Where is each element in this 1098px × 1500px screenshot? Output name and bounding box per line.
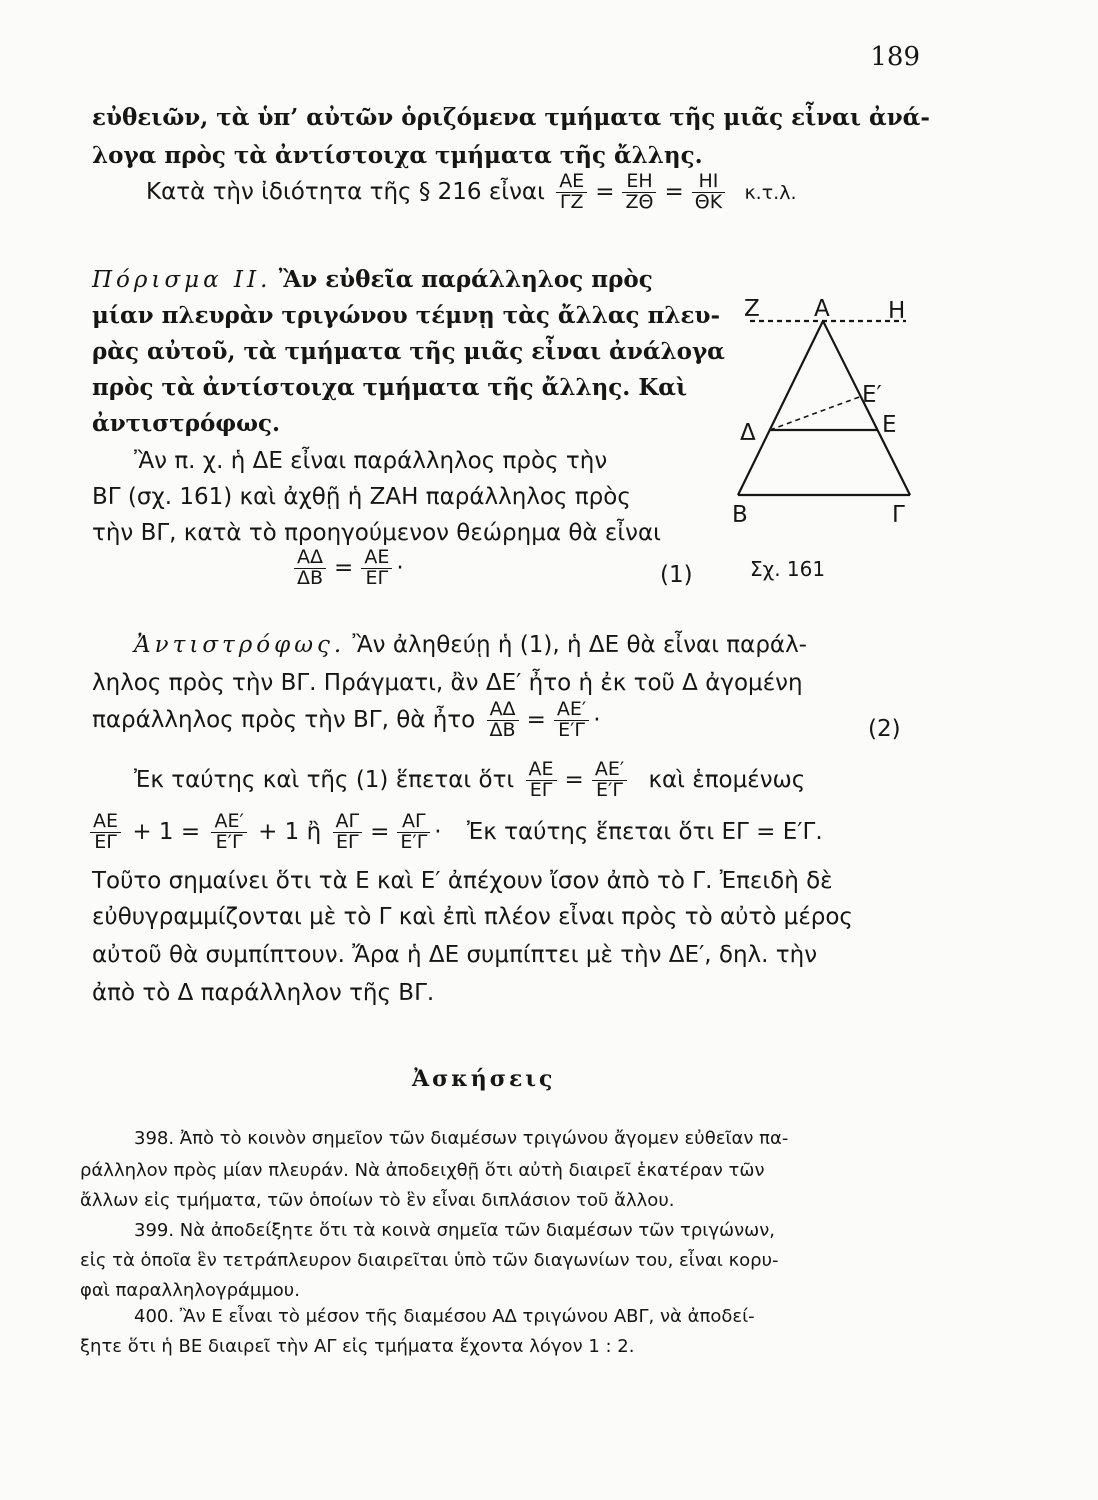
- text-line: πρὸς τὰ ἀντίστοιχα τμήματα τῆς ἄλλης. Καὶ: [92, 374, 688, 401]
- fraction: [526, 760, 557, 801]
- text-fragment: + 1 =: [132, 818, 201, 845]
- text-line-equation: [86, 812, 823, 853]
- denominator: ΔΒ: [297, 566, 324, 589]
- label-z: Ζ: [744, 296, 760, 322]
- fraction: [554, 700, 589, 741]
- exercise-398-line: ράλληλον πρὸς μίαν πλευράν. Νὰ ἀποδειχθῇ ὅτι αὐτὴ διαιρεῖ ἑκατέραν τῶν: [80, 1160, 765, 1181]
- text-fragment: Κατὰ τὴν ἰδιότητα τῆς § 216 εἶναι: [146, 178, 545, 205]
- fraction: [211, 812, 246, 853]
- converse-label: Ἀντιστρόφως.: [134, 632, 346, 658]
- label-h: Η: [888, 298, 906, 324]
- label-delta: Δ: [740, 420, 756, 446]
- text-fragment: καὶ ἑπομένως: [648, 766, 806, 793]
- text-line: Τοῦτο σημαίνει ὅτι τὰ Ε καὶ Ε′ ἀπέχουν ἴσον ἀπὸ τὸ Γ. Ἐπειδὴ δὲ: [92, 868, 833, 894]
- equals-sign: =: [564, 766, 584, 793]
- text-fragment: κ.τ.λ.: [744, 181, 797, 204]
- equation-1-label: (1): [660, 562, 693, 588]
- fraction: [556, 172, 587, 213]
- text-line: εὐθειῶν, τὰ ὑπ’ αὐτῶν ὁριζόμενα τμήματα τῆς μιᾶς εἶναι ἀνά-: [92, 104, 930, 131]
- text-fragment: Ἂν ἀληθεύῃ ἡ (1), ἡ ΔΕ θὰ εἶναι παράλ-: [352, 632, 807, 658]
- text-line: εὐθυγραμμίζονται μὲ τὸ Γ καὶ ἐπὶ πλέον εἶναι πρὸς τὸ αὐτὸ μέρος: [92, 904, 853, 930]
- numerator: ΑΓ: [333, 812, 363, 833]
- equals-sign: =: [595, 178, 615, 205]
- denominator: Ε′Γ: [596, 778, 623, 801]
- text-line-proportion: [146, 172, 796, 213]
- text-fragment: παράλληλος πρὸς τὴν ΒΓ, θὰ ἦτο: [92, 706, 476, 733]
- text-line: λογα πρὸς τὰ ἀντίστοιχα τμήματα τῆς ἄλλης.: [92, 142, 703, 169]
- text-fragment: Ἐκ ταύτης καὶ τῆς (1) ἕπεται ὅτι: [134, 766, 515, 793]
- numerator: ΑΕ: [526, 760, 557, 781]
- exercises-title: Ἀσκήσεις: [412, 1066, 556, 1092]
- exercise-398-line: 398. Ἀπὸ τὸ κοινὸν σημεῖον τῶν διαμέσων τριγώνου ἄγομεν εὐθεῖαν πα-: [134, 1128, 789, 1149]
- fraction: [487, 700, 519, 741]
- numerator: ΑΕ: [556, 172, 587, 193]
- numerator: ΑΓ: [397, 812, 430, 833]
- numerator: ΑΔ: [294, 548, 326, 569]
- numerator: ΑΕ: [361, 548, 392, 569]
- numerator: ΑΕ′: [211, 812, 246, 833]
- denominator: ΕΓ: [336, 830, 359, 853]
- numerator: ΕΗ: [622, 172, 656, 193]
- fraction: [90, 812, 121, 853]
- exercise-398-line: ἄλλων εἰς τμήματα, τῶν ὁποίων τὸ ἓν εἶναι διπλάσιον τοῦ ἄλλου.: [80, 1190, 675, 1211]
- equals-sign: =: [664, 178, 684, 205]
- text-line: ρὰς αὐτοῦ, τὰ τμήματα τῆς μιᾶς εἶναι ἀνάλογα: [92, 338, 725, 365]
- period: ·: [396, 554, 404, 581]
- exercise-400-line: ξητε ὅτι ἡ ΒΕ διαιρεῖ τὴν ΑΓ εἰς τμήματα ἔχοντα λόγον 1 : 2.: [80, 1336, 635, 1357]
- figure-161: [728, 290, 928, 590]
- numerator: ΑΕ′: [592, 760, 627, 781]
- porism-line: [92, 266, 653, 293]
- fraction: [361, 548, 392, 589]
- denominator: Ε′Γ: [400, 830, 428, 853]
- page-number: 189: [870, 42, 920, 72]
- equals-sign: =: [334, 554, 354, 581]
- denominator: ΕΓ: [94, 830, 117, 853]
- converse-line: [134, 632, 807, 658]
- denominator: ΓΖ: [559, 190, 584, 213]
- numerator: ΗΙ: [692, 172, 725, 193]
- exercise-400-line: 400. Ἂν Ε εἶναι τὸ μέσον τῆς διαμέσου ΑΔ τριγώνου ΑΒΓ, νὰ ἀποδεί-: [134, 1306, 755, 1327]
- fraction: [294, 548, 326, 589]
- text-line-equation-2: [92, 700, 601, 741]
- denominator: ΕΓ: [365, 566, 389, 589]
- text-line: τὴν ΒΓ, κατὰ τὸ προηγούμενον θεώρημα θὰ εἶναι: [92, 520, 661, 546]
- label-b: Β: [732, 502, 748, 528]
- numerator: ΑΕ: [90, 812, 121, 833]
- text-line: ΒΓ (σχ. 161) καὶ ἀχθῇ ἡ ΖΑΗ παράλληλος πρὸς: [92, 484, 631, 510]
- text-fragment: + 1 ἢ: [258, 818, 322, 845]
- label-a: Α: [814, 296, 830, 322]
- denominator: ΖΘ: [625, 190, 654, 213]
- side-ab: [738, 321, 823, 495]
- fraction: [692, 172, 725, 213]
- period: ·: [593, 706, 601, 733]
- label-gamma: Γ: [892, 502, 905, 528]
- label-e: Ε: [882, 412, 897, 438]
- period: ·: [434, 818, 442, 845]
- text-fragment: Ἐκ ταύτης ἕπεται ὅτι ΕΓ = Ε′Γ.: [466, 818, 823, 845]
- equation-2-label: (2): [868, 716, 901, 742]
- fraction: [622, 172, 656, 213]
- fraction: [592, 760, 627, 801]
- figure-caption: Σχ. 161: [750, 557, 826, 581]
- equals-sign: =: [526, 706, 546, 733]
- text-line-proportion: [134, 760, 805, 801]
- side-ag: [823, 321, 910, 495]
- exercise-399-line: 399. Νὰ ἀποδείξητε ὅτι τὰ κοινὰ σημεῖα τῶν διαμέσων τῶν τριγώνων,: [134, 1220, 776, 1241]
- text-line: αὐτοῦ θὰ συμπίπτουν. Ἄρα ἡ ΔΕ συμπίπτει μὲ τὴν ΔΕ′, δηλ. τὴν: [92, 942, 818, 968]
- fraction: [397, 812, 430, 853]
- numerator: ΑΕ′: [554, 700, 589, 721]
- text-line: μίαν πλευρὰν τριγώνου τέμνῃ τὰς ἄλλας πλευ-: [92, 302, 721, 329]
- denominator: ΔΒ: [489, 718, 516, 741]
- denominator: ΘΚ: [694, 190, 723, 213]
- text-line: ληλος πρὸς τὴν ΒΓ. Πράγματι, ἂν ΔΕ′ ἦτο ἡ ἐκ τοῦ Δ ἀγομένη: [92, 670, 803, 696]
- text-fragment: Ἂν εὐθεῖα παράλληλος πρὸς: [278, 266, 653, 293]
- text-line: ἀντιστρόφως.: [92, 410, 281, 437]
- text-line: Ἂν π. χ. ἡ ΔΕ εἶναι παράλληλος πρὸς τὴν: [134, 448, 608, 474]
- equals-sign: =: [370, 818, 390, 845]
- denominator: Ε′Γ: [215, 830, 243, 853]
- denominator: Ε′Γ: [558, 718, 585, 741]
- numerator: ΑΔ: [487, 700, 519, 721]
- exercise-399-line: φαὶ παραλληλογράμμου.: [80, 1280, 300, 1301]
- fraction: [333, 812, 363, 853]
- equation-1: [290, 548, 404, 589]
- denominator: ΕΓ: [529, 778, 553, 801]
- exercise-399-line: εἰς τὰ ὁποῖα ἓν τετράπλευρον διαιρεῖται ὑπὸ τῶν διαγωνίων του, εἶναι κορυ-: [80, 1250, 779, 1271]
- label-e-prime: Ε′: [862, 382, 882, 408]
- porism-label: Πόρισμα ΙΙ.: [92, 267, 272, 293]
- text-line: ἀπὸ τὸ Δ παράλληλον τῆς ΒΓ.: [92, 980, 435, 1006]
